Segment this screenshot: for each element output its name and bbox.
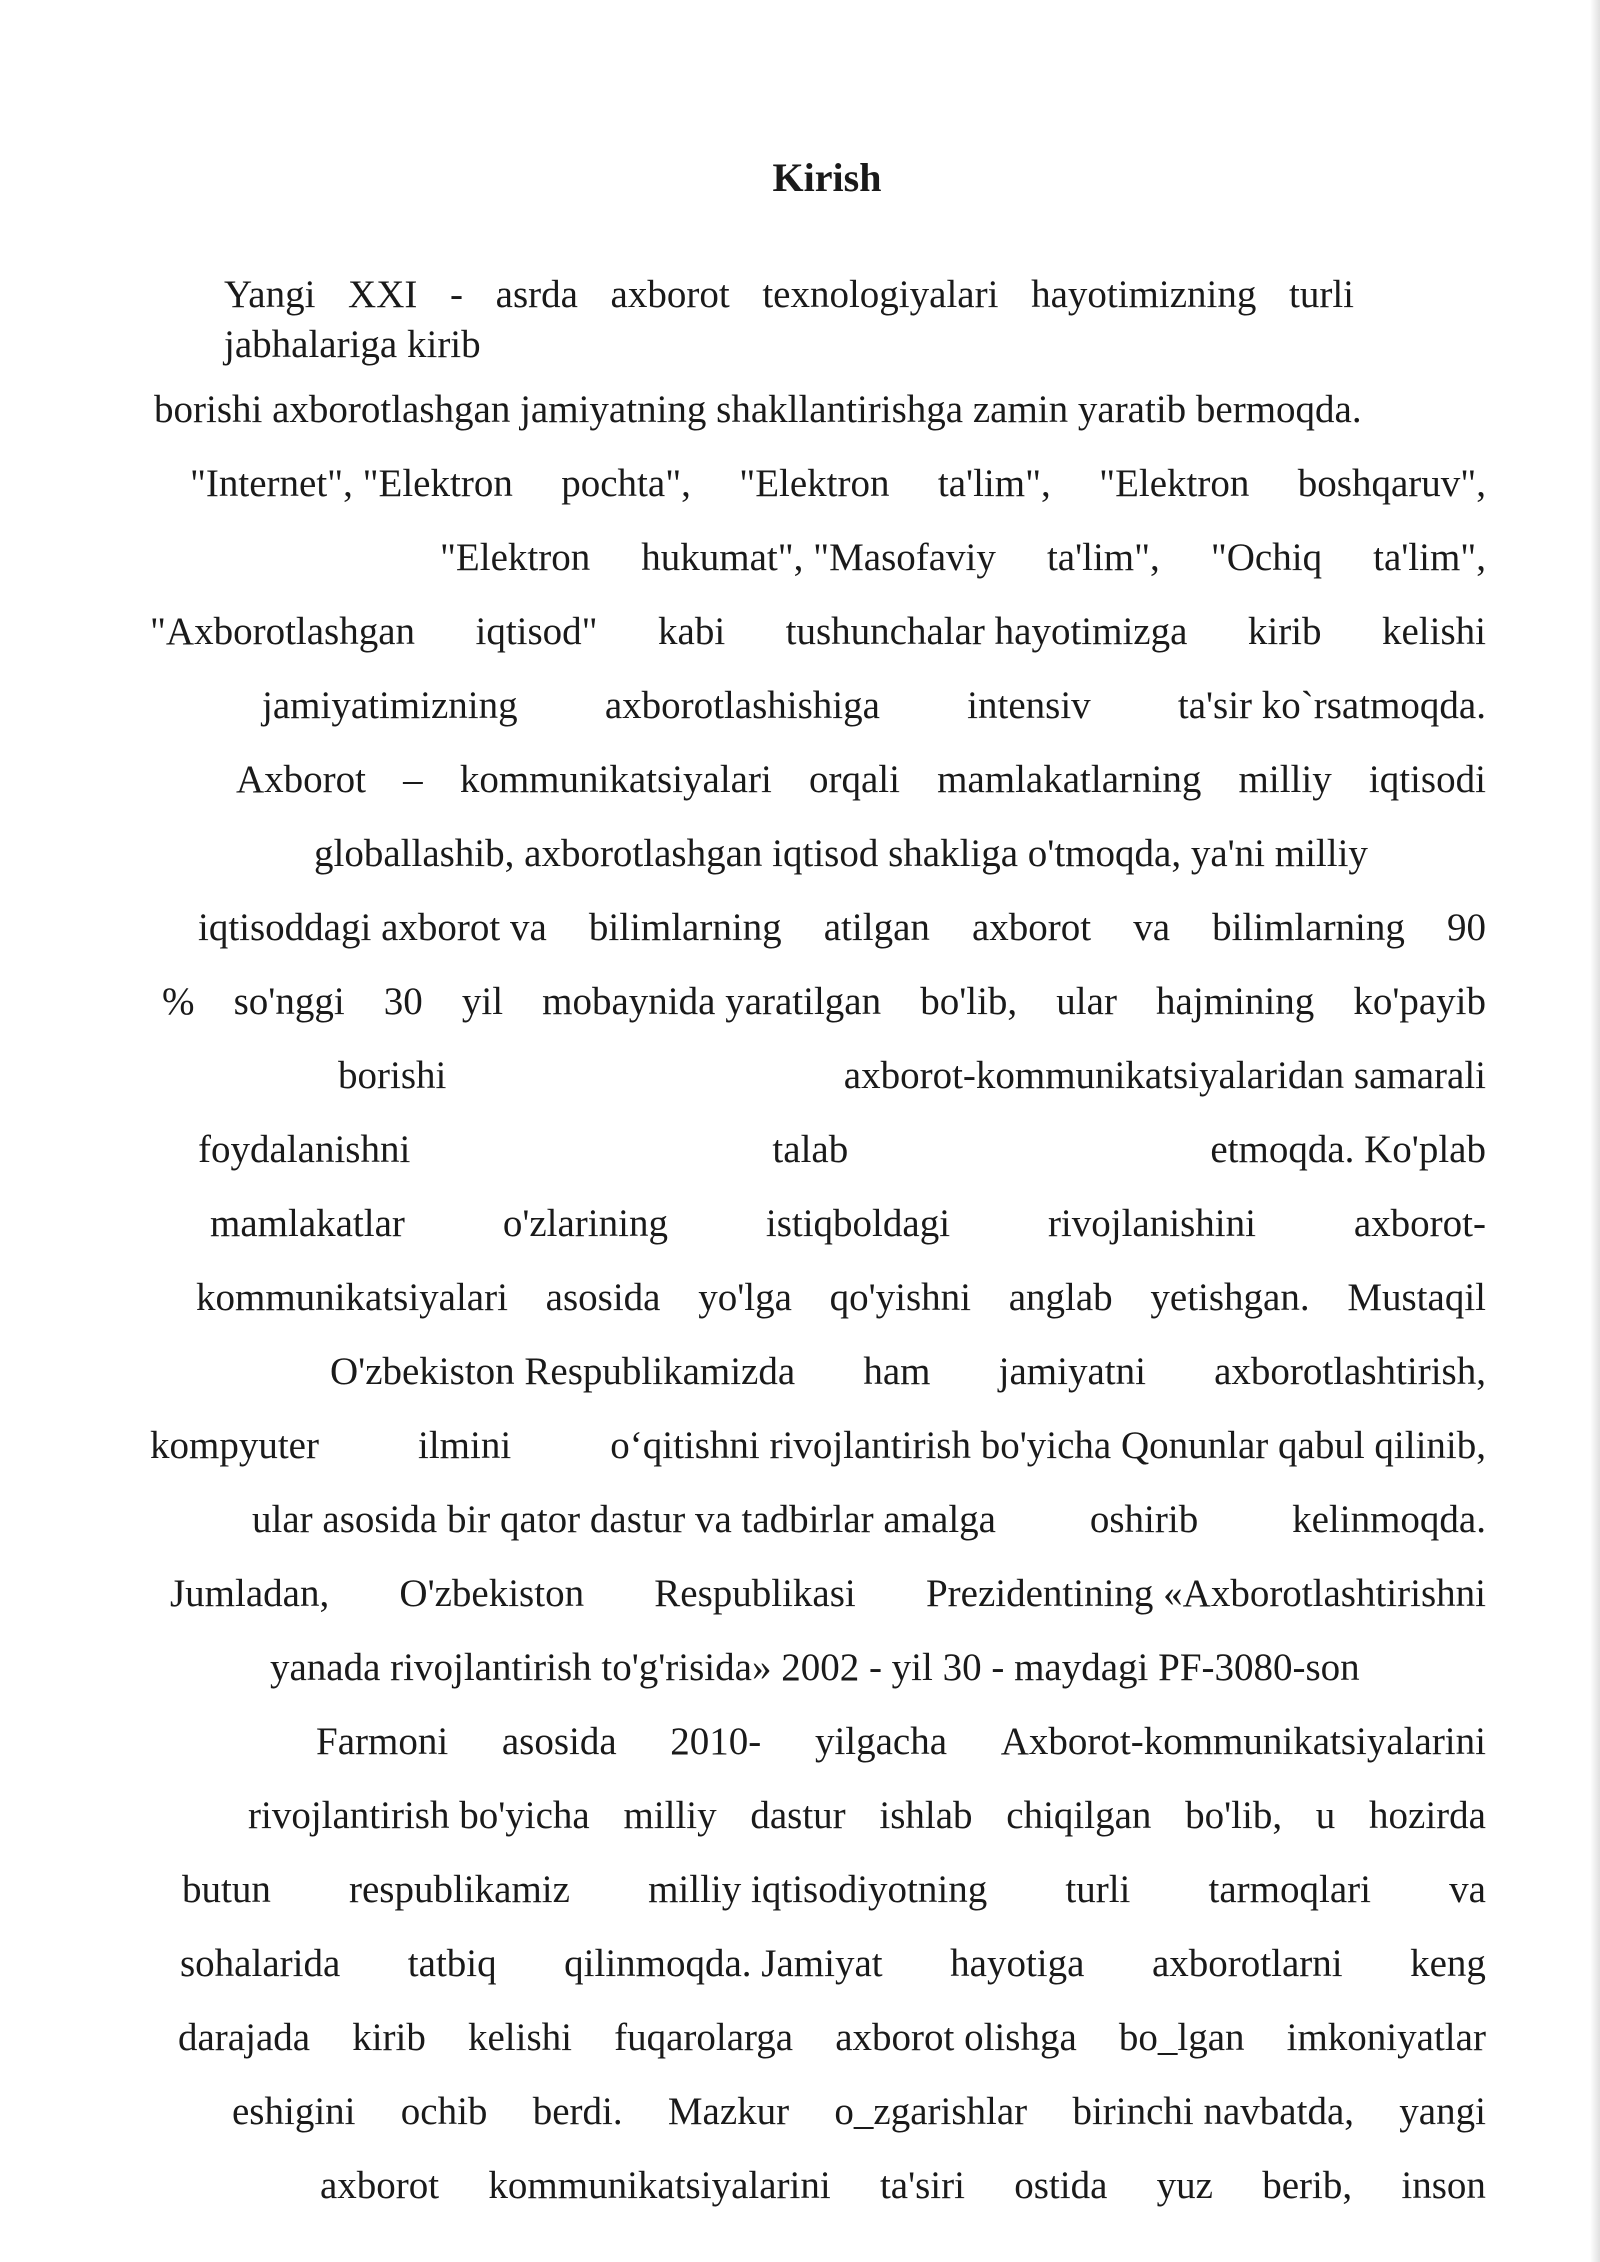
text-segment: 90 (1446, 906, 1486, 949)
text-line (262, 669, 1486, 743)
text-segment: rivojlantirish bo'yicha (248, 1794, 590, 1837)
text-segment: jamiyatimizning (262, 684, 518, 727)
text-segment: butun (182, 1868, 271, 1911)
text-line (330, 1335, 1486, 1409)
text-line (154, 373, 1486, 447)
text-segment: yilgacha (814, 1720, 948, 1763)
text-segment: kommunikatsiyalarini (488, 2164, 831, 2207)
intro-paragraph: Yangi XXI - asrda axborot texnologiyalari hayotimizning turli jabhalariga kirib (224, 273, 1354, 366)
page-edge-shadow (1590, 0, 1600, 2262)
text-segment: sohalarida (180, 1942, 341, 1985)
text-segment: kommunikatsiyalari (196, 1276, 508, 1319)
text-segment: darajada (178, 2016, 311, 2059)
text-segment: va (1133, 906, 1170, 949)
text-segment: iqtisod" (475, 610, 598, 653)
text-segment: "Elektron (440, 536, 591, 579)
text-segment: milliy (1238, 758, 1332, 801)
text-line (178, 2001, 1486, 2075)
text-segment: 2010- (670, 1720, 762, 1763)
text-segment: o_zgarishlar (834, 2090, 1028, 2133)
text-segment: axborot olishga (835, 2016, 1077, 2059)
text-line (316, 1705, 1486, 1779)
text-segment: chiqilgan (1006, 1794, 1152, 1837)
text-segment: "Elektron (739, 462, 890, 505)
text-line (314, 817, 1486, 891)
text-segment: fuqarolarga (614, 2016, 794, 2059)
text-segment: hajmining (1156, 980, 1315, 1023)
text-segment: ta'lim", (937, 462, 1051, 505)
text-segment: inson (1401, 2164, 1486, 2207)
text-segment: yuz (1156, 2164, 1213, 2207)
text-segment: birinchi navbatda, (1072, 2090, 1355, 2133)
text-segment: ta'sir ko`rsatmoqda. (1177, 684, 1486, 727)
text-segment: globallashib, axborotlashgan iqtisod shakliga o'tmoqda, ya'ni milliy (314, 832, 1368, 875)
text-segment: Axborot (236, 758, 366, 801)
text-segment: "Elektron (1099, 462, 1250, 505)
text-segment: mobaynida yaratilgan (542, 980, 882, 1023)
text-segment: hayotiga (950, 1942, 1085, 1985)
text-segment: qilinmoqda. Jamiyat (564, 1942, 883, 1985)
text-line (180, 1927, 1486, 2001)
text-segment: intensiv (967, 684, 1091, 727)
text-segment: ham (863, 1350, 931, 1393)
text-segment: bo'lib, (1185, 1794, 1283, 1837)
text-segment: axborotlashtirish, (1214, 1350, 1486, 1393)
text-segment: kirib (352, 2016, 426, 2059)
text-line (248, 1779, 1486, 1853)
text-segment: borishi axborotlashgan jamiyatning shakllantirishga zamin yaratib bermoqda. (154, 388, 1362, 431)
text-segment: jamiyatni (998, 1350, 1146, 1393)
text-segment: yetishgan. (1150, 1276, 1310, 1319)
text-segment: ular asosida bir qator dastur va tadbirlar amalga (252, 1498, 996, 1541)
text-line (252, 1483, 1486, 1557)
text-line (440, 521, 1486, 595)
text-line (170, 1557, 1486, 1631)
text-segment: axborot (320, 2164, 440, 2207)
text-line (150, 595, 1486, 669)
text-segment: respublikamiz (349, 1868, 570, 1911)
text-segment: foydalanishni (198, 1128, 411, 1171)
text-segment: bo_lgan (1118, 2016, 1245, 2059)
text-line (190, 447, 1486, 521)
text-line (198, 1113, 1486, 1187)
text-segment: Farmoni (316, 1720, 449, 1763)
text-line (270, 1631, 1486, 1705)
text-segment: kirib (1247, 610, 1322, 653)
text-segment: kabi (658, 610, 726, 653)
text-segment: o'zlarining (502, 1202, 668, 1245)
text-segment: Mazkur (667, 2090, 790, 2133)
text-segment: boshqaruv", (1297, 462, 1486, 505)
text-segment: u (1315, 1794, 1336, 1837)
text-segment: turli (1065, 1868, 1131, 1911)
text-line (162, 965, 1486, 1039)
text-segment: axborotlarni (1151, 1942, 1343, 1985)
text-line (150, 1409, 1486, 1483)
text-segment: etmoqda. Ko'plab (1210, 1128, 1486, 1171)
text-segment: Respublikasi (654, 1572, 856, 1615)
text-segment: ta'lim", (1046, 536, 1160, 579)
text-line (338, 1039, 1486, 1113)
text-segment: pochta", (561, 462, 691, 505)
text-segment: berdi. (532, 2090, 623, 2133)
text-segment: ilmini (418, 1424, 512, 1467)
text-segment: hukumat", "Masofaviy (641, 536, 996, 579)
text-segment: O'zbekiston Respublikamizda (330, 1350, 796, 1393)
text-line (232, 2075, 1486, 2149)
text-segment: Axborot-kommunikatsiyalarini (1000, 1720, 1486, 1763)
text-segment: axborot-kommunikatsiyalaridan samarali (843, 1054, 1486, 1097)
text-segment: dastur (750, 1794, 846, 1837)
text-segment: oshirib (1089, 1498, 1199, 1541)
text-segment: ular (1056, 980, 1117, 1023)
text-segment: kompyuter (150, 1424, 319, 1467)
text-segment: mamlakatlar (210, 1202, 405, 1245)
text-line (320, 2149, 1486, 2223)
text-segment: iqtisoddagi axborot va (198, 906, 547, 949)
text-segment: atilgan (823, 906, 930, 949)
text-segment: Prezidentining «Axborotlashtirishni (925, 1572, 1486, 1615)
text-line (198, 891, 1486, 965)
text-segment: berib, (1262, 2164, 1353, 2207)
text-segment: yanada rivojlantirish to'g'risida» 2002 - yil 30 - maydagi PF-3080-son (270, 1646, 1360, 1689)
text-segment: asosida (545, 1276, 661, 1319)
text-segment: borishi (338, 1054, 447, 1097)
text-segment: imkoniyatlar (1286, 2016, 1486, 2059)
text-segment: yangi (1399, 2090, 1486, 2133)
text-segment: kelishi (1381, 610, 1486, 653)
text-segment: bilimlarning (1212, 906, 1405, 949)
text-segment: O'zbekiston (399, 1572, 585, 1615)
text-segment: milliy (623, 1794, 717, 1837)
text-segment: milliy iqtisodiyotning (648, 1868, 988, 1911)
text-segment: Mustaqil (1347, 1276, 1486, 1319)
text-segment: % (162, 980, 195, 1023)
text-segment: ko'payib (1353, 980, 1486, 1023)
text-segment: ta'lim", (1373, 536, 1486, 579)
text-segment: iqtisodi (1368, 758, 1486, 801)
text-segment: hozirda (1369, 1794, 1486, 1837)
text-segment: qo'yishni (829, 1276, 971, 1319)
text-segment: o‘qitishni rivojlantirish bo'yicha Qonunlar qabul qilinib, (610, 1424, 1486, 1467)
text-segment: anglab (1008, 1276, 1113, 1319)
text-segment: istiqboldagi (765, 1202, 951, 1245)
text-segment: kommunikatsiyalari (459, 758, 772, 801)
text-segment: axborot- (1353, 1202, 1486, 1245)
text-segment: "Axborotlashgan (150, 610, 416, 653)
text-segment: ochib (400, 2090, 488, 2133)
text-line (196, 1261, 1486, 1335)
text-segment: so'nggi (233, 980, 345, 1023)
text-segment: ta'siri (879, 2164, 965, 2207)
text-segment: mamlakatlarning (937, 758, 1202, 801)
text-line (210, 1187, 1486, 1261)
text-segment: tatbiq (407, 1942, 497, 1985)
text-segment: ishlab (879, 1794, 973, 1837)
text-line (236, 743, 1486, 817)
text-segment: "Ochiq (1210, 536, 1323, 579)
text-segment: bilimlarning (588, 906, 782, 949)
text-line (182, 1853, 1486, 1927)
text-segment: 30 (383, 980, 423, 1023)
text-segment: rivojlanishini (1047, 1202, 1256, 1245)
text-segment: Jumladan, (170, 1572, 330, 1615)
text-segment: tarmoqlari (1208, 1868, 1371, 1911)
text-segment: eshigini (232, 2090, 356, 2133)
text-segment: va (1449, 1868, 1486, 1911)
text-segment: tushunchalar hayotimizga (785, 610, 1188, 653)
text-segment: ostida (1014, 2164, 1108, 2207)
text-segment: yo'lga (698, 1276, 792, 1319)
text-segment: – (403, 758, 423, 801)
text-segment: orqali (808, 758, 900, 801)
text-segment: axborot (971, 906, 1092, 949)
text-segment: asosida (501, 1720, 617, 1763)
text-segment: talab (772, 1128, 849, 1171)
text-segment: kelinmoqda. (1292, 1498, 1486, 1541)
page-title: Kirish (772, 155, 882, 200)
text-segment: "Internet", "Elektron (190, 462, 513, 505)
text-segment: kelishi (467, 2016, 572, 2059)
text-segment: axborotlashishiga (604, 684, 880, 727)
text-segment: yil (461, 980, 504, 1023)
text-segment: bo'lib, (920, 980, 1018, 1023)
text-segment: keng (1410, 1942, 1486, 1985)
